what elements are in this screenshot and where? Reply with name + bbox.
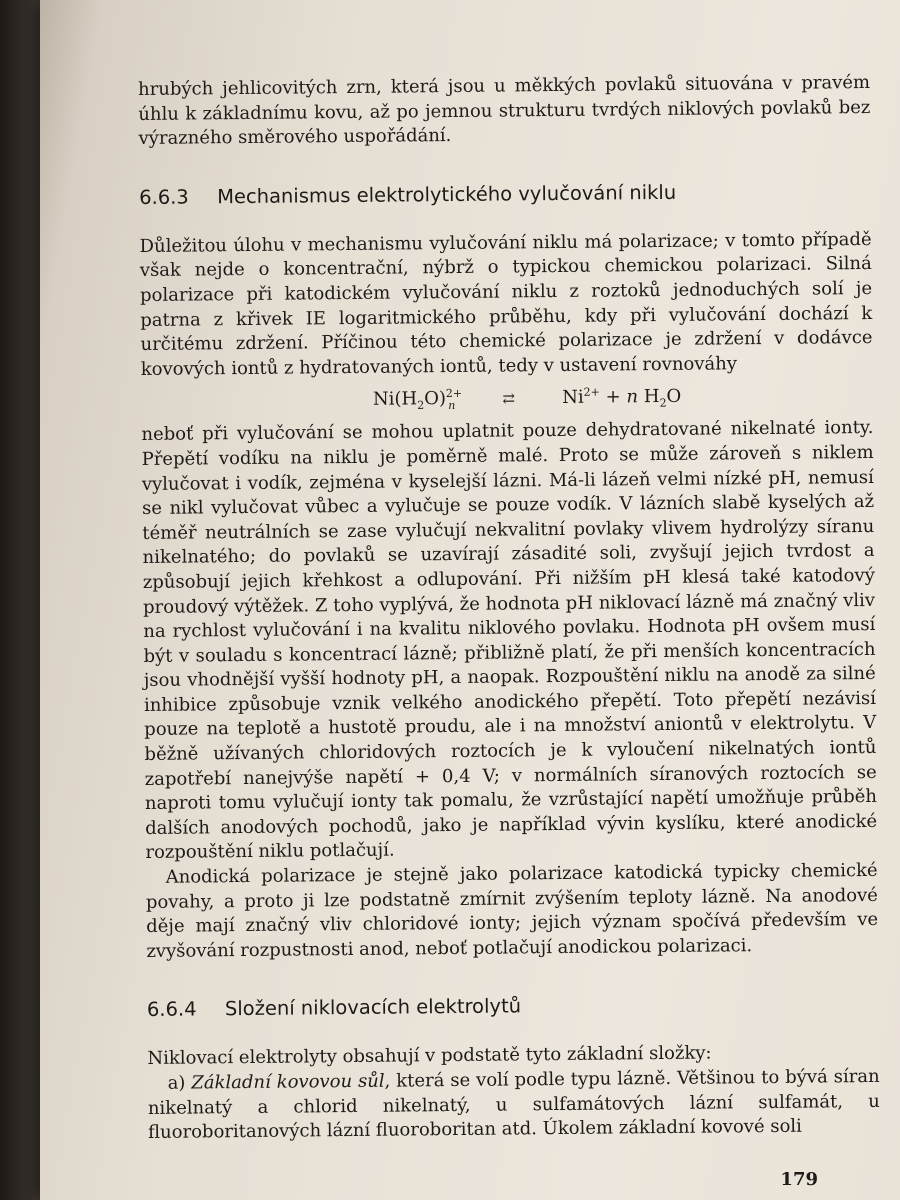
section-number: 6.6.3: [139, 185, 189, 209]
page-number: 179: [780, 1169, 818, 1190]
paragraph: neboť při vylučování se mohou uplatnit pouze dehydratované nikelnaté ionty. Přepětí vodíku na niklu je poměrně malé. Proto se může zároveň s niklem vylučovat i vodík, zejména v kyselejší lázni. Má-li lázeň velmi nízké pH, nemusí se nikl vylučovat vůbec a vylučuje se pouze vodík. V lázních slabě kyselých až téměř neutrálních se zase vylučují nekvalitní povlaky vlivem hydrolýzy síranu nikelnatého; do povlaků se uzavírají zásadité soli, zvyšují jejich tvrdost a způsobují jejich křehkost a odlupování. Při nižším pH klesá také katodový proudový výtěžek. Z toho vyplývá, že hodnota pH niklovací lázně má značný vliv na rychlost vylučování i na kvalitu niklového povlaku. Hodnota pH ovšem musí být v souladu s koncentrací lázně; přibližně platí, že při menších koncentracích jsou vhodnější vyšší hodnoty pH, a naopak. Rozpouštění niklu na anodě za silné inhibice způsobuje vznik velkého anodického přepětí. Toto přepětí nezávisí pouze na teplotě a hustotě proudu, ale i na množství aniontů v elektrolytu. V běžně užívaných chloridových roztocích je k vyloučení nikelnatých iontů zapotřebí nanejvýše napětí + 0,4 V; v normálních síranových roztocích se naproti tomu vylučují ionty tak pomalu, že vzrůstající napětí umožňuje průběh dalších anodových pochodů, jako je například vývin kyslíku, které anodické rozpouštění niklu potlačují.: [141, 417, 878, 864]
intro-paragraph: hrubých jehlicovitých zrn, která jsou u měkkých povlaků situována v pravém úhlu k základnímu kovu, až po jemnou strukturu tvrdých niklových povlaků bez výrazného směrového uspořádání.: [138, 71, 871, 150]
paragraph: Niklovací elektrolyty obsahují v podstatě tyto základní složky:: [147, 1042, 712, 1070]
section-title: Mechanismus elektrolytického vylučování niklu: [217, 180, 677, 209]
paragraph: Důležitou úlohu v mechanismu vylučování niklu má polarizace; v tomto případě však nejde o koncentrační, nýbrž o typickou chemickou polarizaci. Silná polarizace při katodickém vylučování niklu z roztoků jednoduchých solí je patrna z křivek IE logaritmického průběhu, kdy při vylučování dochází k určitému zdržení. Příčinou této chemické polarizace je zdržení v dodávce kovových iontů z hydratovaných iontů, tedy v ustavení rovnováhy: [139, 228, 873, 380]
section-heading-664: [147, 990, 879, 1023]
equilibrium-arrow-icon: ⇄: [502, 389, 516, 408]
section-number: 6.6.4: [146, 997, 197, 1022]
book-page: [40, 0, 900, 1200]
equilibrium-equation: $Ni(H_2O)^{2+}_n$ ⇄ $Ni^{2+} + n$ $H_2O$: [372, 385, 682, 413]
list-item: a) Základní kovovou sůl, která se volí podle typu lázně. Většinou to bývá síran nikelnatý a chlorid nikelnatý, u sulfamátových lázní sulfamát, u fluoroboritanových lázní fluoroboritan atd. Úkolem základní kovové soli: [147, 1065, 880, 1144]
page-content: [138, 71, 880, 1146]
section-heading-663: [139, 178, 871, 211]
section-title: Složení niklovacích elektrolytů: [224, 994, 522, 1021]
paragraph: Anodická polarizace je stejně jako polarizace katodická typicky chemické povahy, a proto ji lze podstatně zmírnit zvýšením teploty lázně. Na anodové děje mají značný vliv chloridové ionty; jejich význam spočívá především ve zvyšování rozpustnosti anod, neboť potlačují anodickou polarizaci.: [145, 859, 879, 962]
